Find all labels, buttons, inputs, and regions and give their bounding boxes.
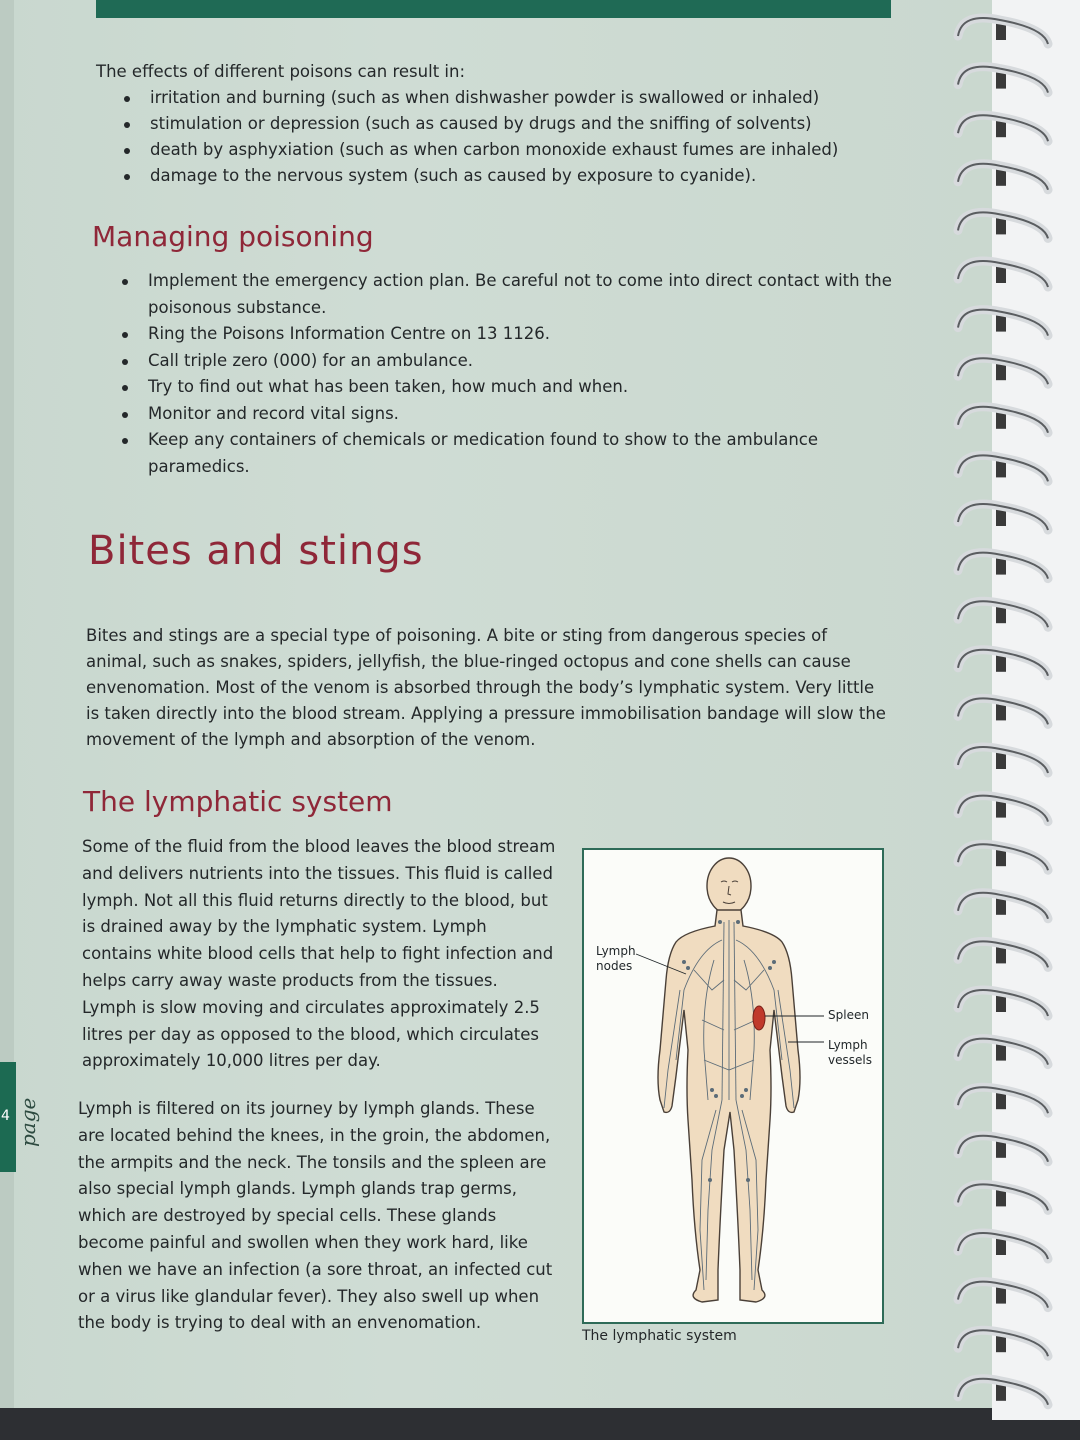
spiral-binding	[948, 0, 1080, 1420]
page-number: 4	[1, 1108, 10, 1124]
list-item: Keep any containers of chemicals or medication found to show to the ambulance paramedics.	[94, 427, 914, 480]
top-green-banner	[96, 0, 891, 18]
spleen-label: Spleen	[828, 1008, 869, 1022]
poison-effects-list	[96, 85, 896, 189]
lymphatic-system-heading: The lymphatic system	[83, 785, 393, 818]
lymph-nodes-label-line-1: Lymph	[596, 944, 636, 958]
list-item: Try to find out what has been taken, how much and when.	[94, 374, 914, 401]
lymphatic-paragraph-1: Some of the fluid from the blood leaves the blood stream and delivers nutrients into the tissues. This fluid is called lymph. Not all this fluid returns directly to the blood, but is drained away by the lymphatic system. Lymph contains white blood cells that help to fight infection and helps carry away waste products from the tissues. Lymph is slow moving and circulates approximately 2.5 litres per day as opposed to the blood, which circulates approximately 10,000 litres per day.	[82, 837, 556, 1071]
list-item: Implement the emergency action plan. Be careful not to come into direct contact with the poisonous substance.	[94, 268, 914, 321]
poison-effects-section	[96, 59, 896, 189]
page-edge	[0, 0, 14, 1408]
list-item: death by asphyxiation (such as when carbon monoxide exhaust fumes are inhaled)	[96, 137, 896, 163]
lymph-vessels-label	[828, 1038, 872, 1068]
managing-poisoning-list	[94, 268, 914, 480]
list-item: Ring the Poisons Information Centre on 13 1126.	[94, 321, 914, 348]
list-item: damage to the nervous system (such as caused by exposure to cyanide).	[96, 163, 896, 189]
lymphatic-paragraph-2: Lymph is filtered on its journey by lymph glands. These are located behind the knees, in the groin, the abdomen, the armpits and the neck. The tonsils and the spleen are also special lymph glands. Lymph glands trap germs, which are destroyed by special cells. These glands become painful and swollen when they work hard, like when we have an infection (a sore throat, an infected cut or a virus like glandular fever). They also swell up when the body is trying to deal with an envenomation.	[78, 1099, 553, 1333]
bites-paragraph: Bites and stings are a special type of poisoning. A bite or sting from dangerous species of animal, such as snakes, spiders, jellyfish, the blue-ringed octopus and cone shells can cause envenomation. Most of the venom is absorbed through the body’s lymphatic system. Very little is taken directly into the blood stream. Applying a pressure immobilisation bandage will slow the movement of the lymph and absorption of the venom.	[86, 626, 886, 749]
page-label-vertical: page	[16, 1097, 40, 1147]
lymph-nodes-label-line-2: nodes	[596, 959, 633, 973]
poison-effects-lead: The effects of different poisons can result in:	[96, 62, 466, 81]
list-item: stimulation or depression (such as caused by drugs and the sniffing of solvents)	[96, 111, 896, 137]
managing-poisoning-heading: Managing poisoning	[92, 220, 374, 253]
bites-and-stings-heading: Bites and stings	[88, 528, 424, 574]
lymph-vessels-label-line-1: Lymph	[828, 1038, 868, 1052]
lymphatic-figure	[582, 848, 884, 1324]
list-item: Call triple zero (000) for an ambulance.	[94, 348, 914, 375]
figure-caption: The lymphatic system	[582, 1328, 737, 1344]
lymph-nodes-label	[596, 944, 636, 974]
list-item: irritation and burning (such as when dishwasher powder is swallowed or inhaled)	[96, 85, 896, 111]
spleen-organ	[753, 1006, 765, 1030]
list-item: Monitor and record vital signs.	[94, 401, 914, 428]
lymphatic-body-illustration	[584, 850, 882, 1322]
lymph-vessels-label-line-2: vessels	[828, 1053, 872, 1067]
